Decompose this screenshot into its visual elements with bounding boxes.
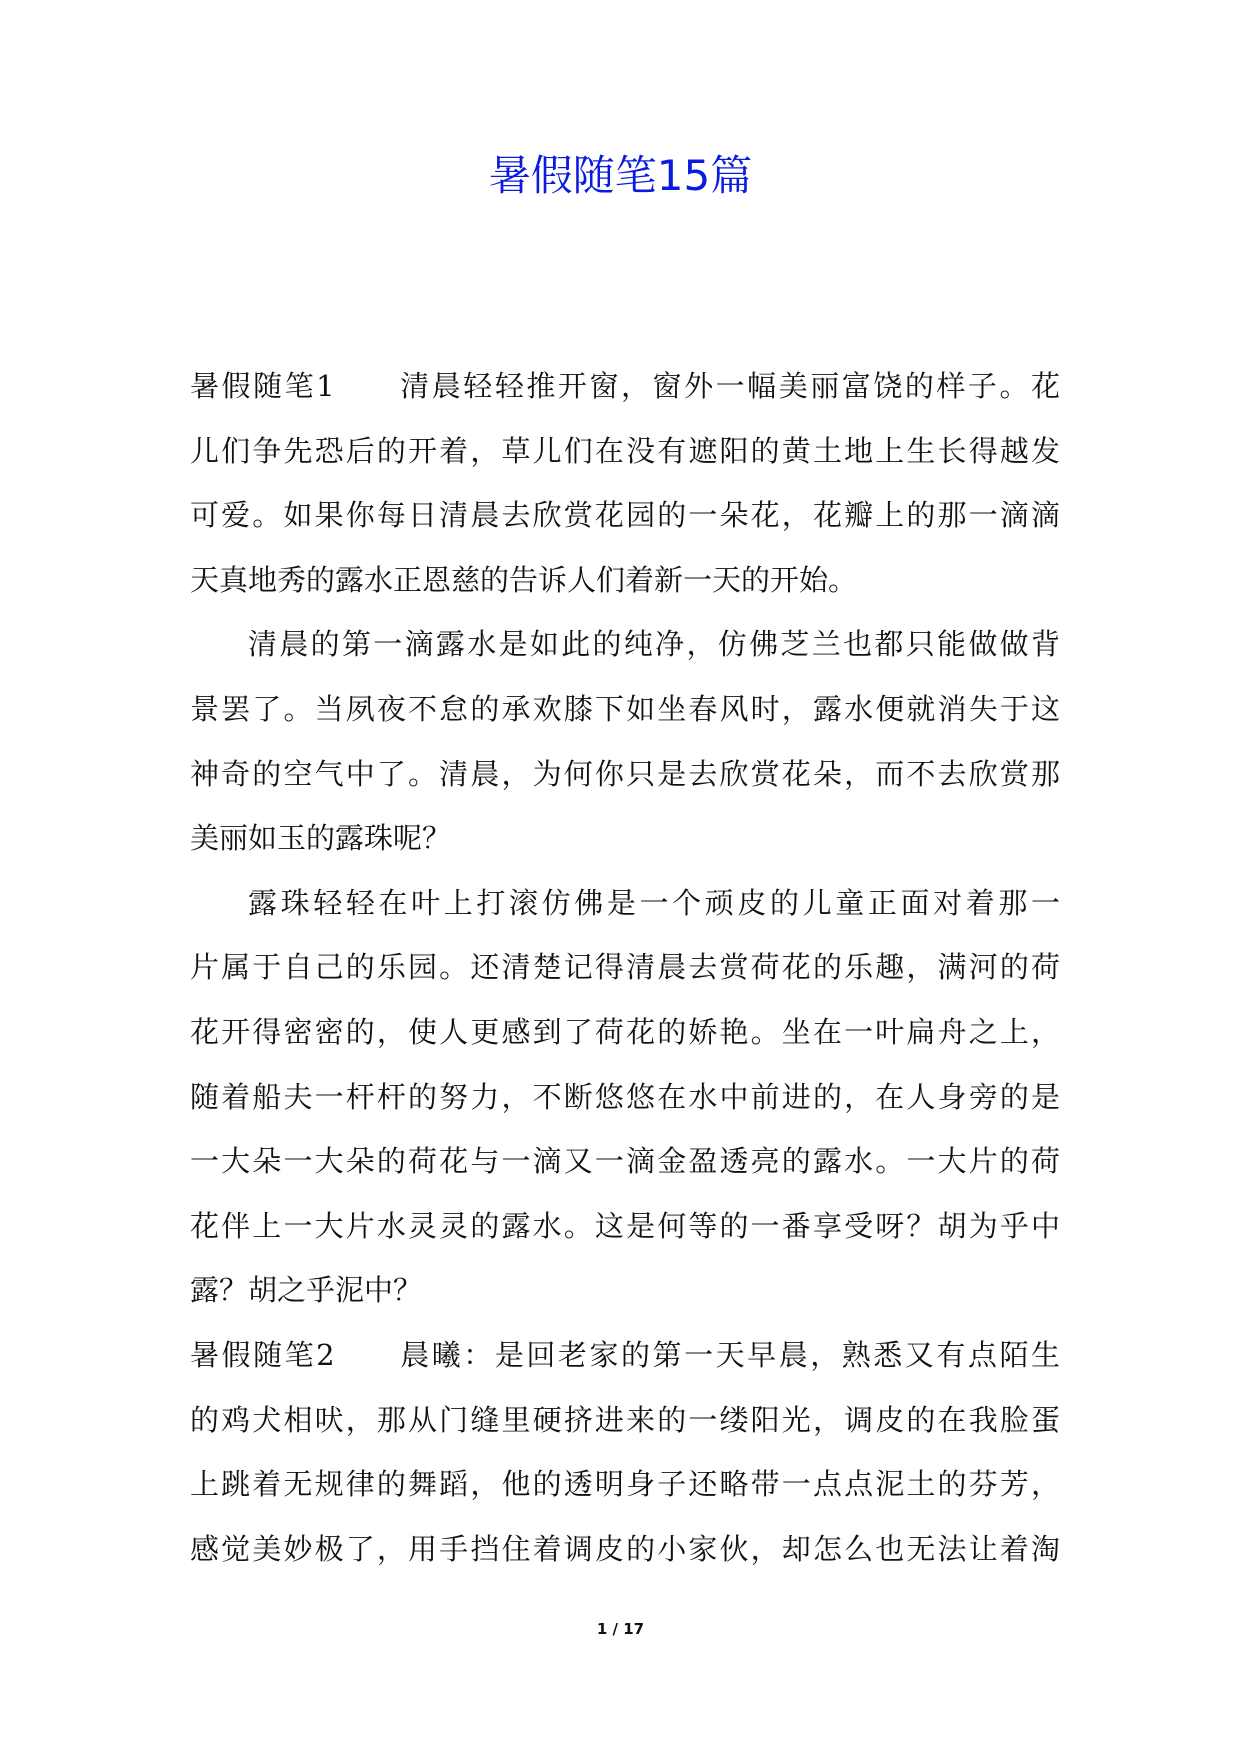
text-line: 一大朵一大朵的荷花与一滴又一滴金盈透亮的露水。一大片的荷 <box>190 1144 1060 1179</box>
text-line: 随着船夫一杆杆的努力，不断悠悠在水中前进的，在人身旁的是 <box>190 1079 1060 1114</box>
text-line: 的鸡犬相吠，那从门缝里硬挤进来的一缕阳光，调皮的在我脸蛋 <box>190 1402 1060 1437</box>
text-line: 清晨的第一滴露水是如此的纯净，仿佛芝兰也都只能做做背 <box>248 627 1060 662</box>
text-line: 神奇的空气中了。清晨，为何你只是去欣赏花朵，而不去欣赏那 <box>190 756 1060 791</box>
text-line: 可爱。如果你每日清晨去欣赏花园的一朵花，花瓣上的那一滴滴 <box>190 498 1060 533</box>
text-line: 儿们争先恐后的开着，草儿们在没有遮阳的黄土地上生长得越发 <box>190 433 1060 468</box>
text-line: 片属于自己的乐园。还清楚记得清晨去赏荷花的乐趣，满河的荷 <box>190 950 1060 985</box>
text-line: 景罢了。当夙夜不怠的承欢膝下如坐春风时，露水便就消失于这 <box>190 691 1060 726</box>
text-line: 美丽如玉的露珠呢？ <box>190 821 452 856</box>
text-line: 露？胡之乎泥中？ <box>190 1273 423 1308</box>
page-number: 1 / 17 <box>596 1620 645 1638</box>
document-title: 暑假随笔15篇 <box>488 151 753 200</box>
text-line: 感觉美妙极了，用手挡住着调皮的小家伙，却怎么也无法让着淘 <box>190 1531 1060 1566</box>
text-line: 暑假随笔1 清晨轻轻推开窗，窗外一幅美丽富饶的样子。花 <box>190 369 1060 403</box>
document-body <box>190 354 1060 1581</box>
text-line: 露珠轻轻在叶上打滚仿佛是一个顽皮的儿童正面对着那一 <box>248 885 1060 920</box>
text-line: 花伴上一大片水灵灵的露水。这是何等的一番享受呀？胡为乎中 <box>190 1208 1060 1243</box>
text-line: 花开得密密的，使人更感到了荷花的娇艳。坐在一叶扁舟之上， <box>190 1014 1060 1049</box>
text-line: 暑假随笔2 晨曦：是回老家的第一天早晨，熟悉又有点陌生 <box>190 1337 1060 1372</box>
text-line: 上跳着无规律的舞蹈，他的透明身子还略带一点点泥土的芬芳， <box>190 1467 1060 1502</box>
text-line: 天真地秀的露水正恩慈的告诉人们着新一天的开始。 <box>190 562 858 597</box>
